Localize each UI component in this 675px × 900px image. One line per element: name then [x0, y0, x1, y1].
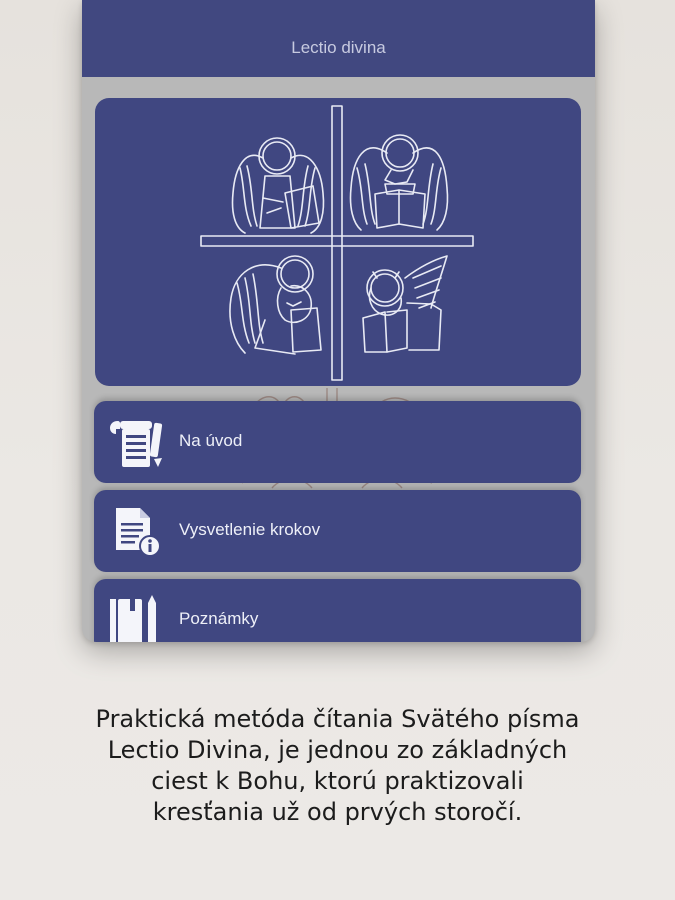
phone-screen: [82, 0, 595, 642]
menu-item-label: Na úvod: [179, 431, 243, 450]
menu-item-poznamky[interactable]: [94, 579, 581, 642]
caption-text: [40, 704, 635, 828]
caption-line: Lectio Divina, je jednou zo základných: [107, 736, 568, 764]
status-bar: [82, 0, 595, 6]
menu-item-label: Poznámky: [179, 609, 259, 628]
status-clock: [137, 0, 177, 2]
document-info-icon: [108, 504, 166, 558]
four-evangelists-cross-icon: [95, 98, 581, 386]
caption-line: kresťania už od prvých storočí.: [152, 798, 523, 826]
app-bar: [82, 0, 595, 77]
hero-banner: [95, 98, 581, 386]
caption-line: Praktická metóda čítania Svätého písma: [95, 705, 580, 733]
menu-item-vysvetlenie-krokov[interactable]: [94, 490, 581, 572]
app-title: Lectio divina: [291, 38, 386, 57]
caption-line: ciest k Bohu, ktorú praktizovali: [151, 767, 524, 795]
scroll-document-icon: [108, 415, 166, 469]
menu-item-label: Vysvetlenie krokov: [179, 520, 321, 539]
menu-item-na-uvod[interactable]: [94, 401, 581, 483]
notebook-pencil-icon: [108, 593, 166, 642]
